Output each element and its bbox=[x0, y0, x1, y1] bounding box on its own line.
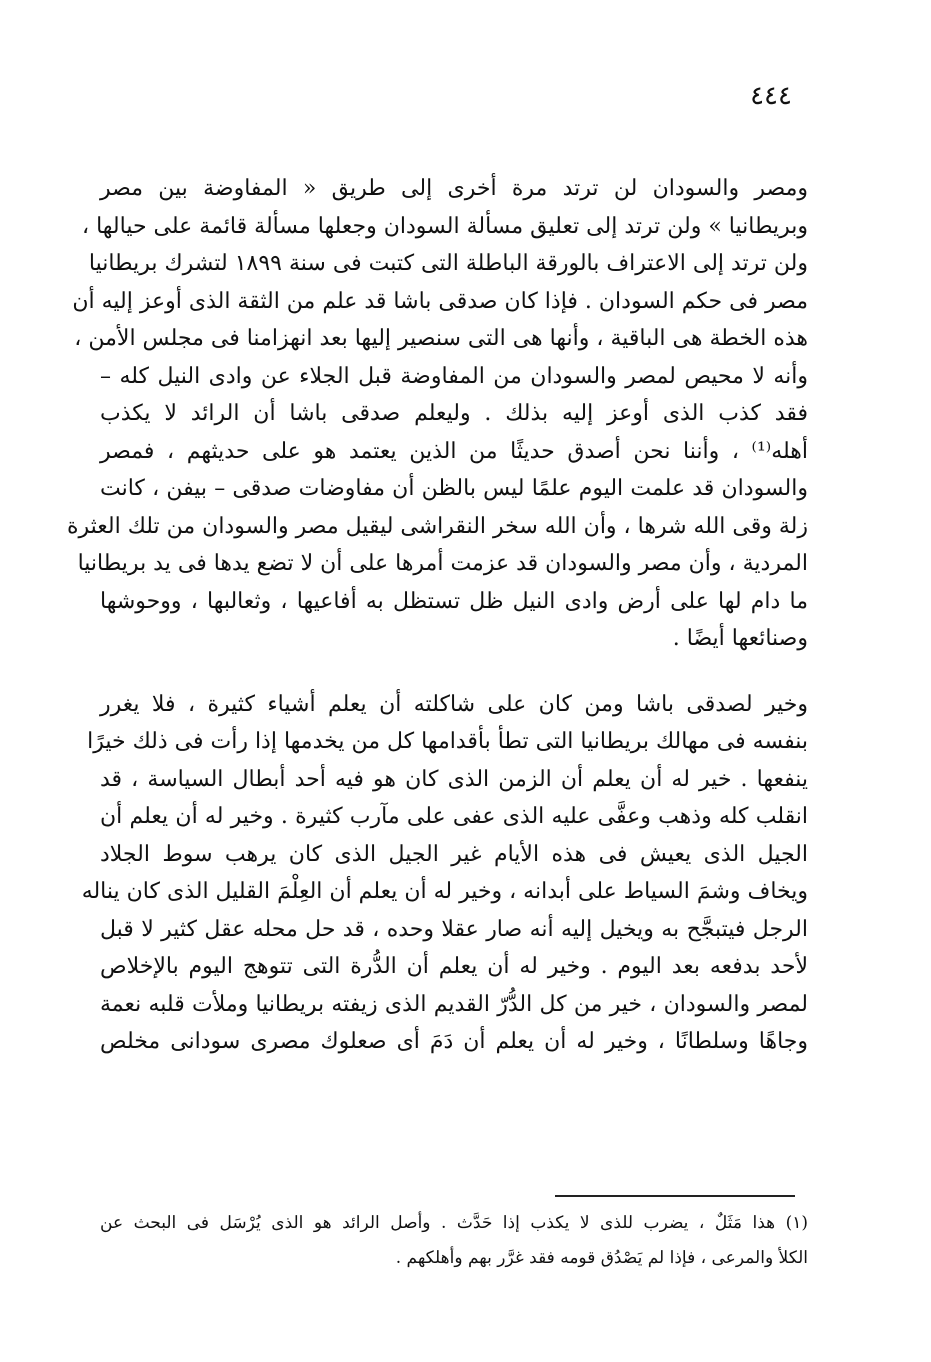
text-line: ويخاف وشمَ السياط على أبدانه ، وخير له أن يعلم أن العِلْمَ القليل الذى كان يناله bbox=[81, 879, 808, 904]
text-line: بنفسه فى مهالك بريطانيا التى تطأ بأقدامها كل من يخدمها إذا رأت فى ذلك خيرًا bbox=[87, 729, 808, 754]
text-line: لأحد بدفعه بعد اليوم . وخير له أن يعلم أن الدُّرة التى تتوهج اليوم بالإخلاص bbox=[100, 954, 808, 979]
footnote-line: (١) هذا مَثَلٌ ، يضرب للذى لا يكذب إذا حَدَّث . وأصل الرائد هو الذى يُرْسَل فى البحث عن bbox=[100, 1213, 808, 1233]
footnotes bbox=[100, 1206, 808, 1276]
text-line: وأنه لا محيص لمصر والسودان من المفاوضة قبل الجلاء عن وادى النيل كله – bbox=[100, 363, 808, 389]
footnote-divider bbox=[555, 1195, 795, 1197]
page-number: ٤٤٤ bbox=[750, 81, 792, 111]
text-line: الجيل الذى يعيش فى هذه الأيام غير الجيل الذى كان يرهب سوط الجلاد bbox=[100, 841, 808, 867]
text-line: وخير لصدقى باشا ومن كان على شاكلته أن يعلم أشياء كثيرة ، فلا يغرر bbox=[100, 691, 808, 717]
text-line: ولن ترتد إلى الاعتراف بالورقة الباطلة التى كتبت فى سنة ١٨٩٩ لتشرك بريطانيا bbox=[88, 251, 808, 276]
text-line: الرجل فيتبجَّح به ويخيل إليه أنه صار عقلا وحده ، قد حل محله عقل كثير لا قبل bbox=[100, 916, 808, 942]
text-line: لمصر والسودان ، خير من كل الدُّرّ القديم الذى زيفته بريطانيا وملأت قلبه نعمة bbox=[100, 991, 808, 1017]
text-line: والسودان قد علمت اليوم علمًا ليس بالظن أن مفاوضات صدقى – بيفن ، كانت bbox=[100, 476, 808, 501]
text-line: ما دام لها على أرض وادى النيل ظل تستظل به أفاعيها ، وثعالبها ، ووحوشها bbox=[100, 588, 808, 614]
paragraph bbox=[66, 170, 808, 658]
text-line: وبريطانيا » ولن ترتد إلى تعليق مسألة السودان وجعلها مسألة قائمة على حيالها ، bbox=[81, 213, 808, 239]
text-line: وصنائعها أيضًا . bbox=[672, 626, 808, 651]
text-line: المردية ، وأن مصر والسودان قد عزمت أمرها على أن لا تضع يدها فى يد بريطانيا bbox=[77, 551, 808, 576]
paragraph bbox=[81, 686, 808, 1061]
footnote-line: الكلأ والمرعى ، فإذا لم يَصْدُق قومه فقد غرَّر بهم وأهلكهم . bbox=[395, 1248, 808, 1268]
text-line: فقد كذب الذى أوعز إليه بذلك . وليعلم صدقى باشا أن الرائد لا يكذب bbox=[100, 401, 808, 426]
text-line: انقلب كله وذهب وعفَّى عليه الذى عفى على مآرب كثيرة . وخير له أن يعلم أن bbox=[100, 804, 808, 829]
text-line: أهله⁽¹⁾ ، وأننا نحن أصدق حديثًا من الذين يعتمد هو على حديثهم ، فمصر bbox=[100, 438, 808, 464]
text-line: ينفعها . خير له أن يعلم أن الزمن الذى كان هو فيه أحد أبطال السياسة ، قد bbox=[100, 766, 808, 792]
text-line: مصر فى حكم السودان . فإذا كان صدقى باشا قد علم من الثقة الذى أوعز إليه أن bbox=[72, 288, 808, 314]
body-text bbox=[66, 170, 808, 1061]
text-line: وجاهًا وسلطانًا ، وخير له أن يعلم أن دَمَ أى صعلوك مصرى سودانى مخلص bbox=[100, 1029, 808, 1054]
text-line: ومصر والسودان لن ترتد مرة أخرى إلى طريق « المفاوضة بين مصر bbox=[100, 176, 808, 201]
text-line: زلة وقى الله شرها ، وأن الله سخر النقراشى ليقيل مصر والسودان من تلك العثرة bbox=[66, 513, 808, 539]
text-line: هذه الخطة هى الباقية ، وأنها هى التى سنصير إليها بعد انهزامنا فى مجلس الأمن ، bbox=[74, 326, 808, 351]
